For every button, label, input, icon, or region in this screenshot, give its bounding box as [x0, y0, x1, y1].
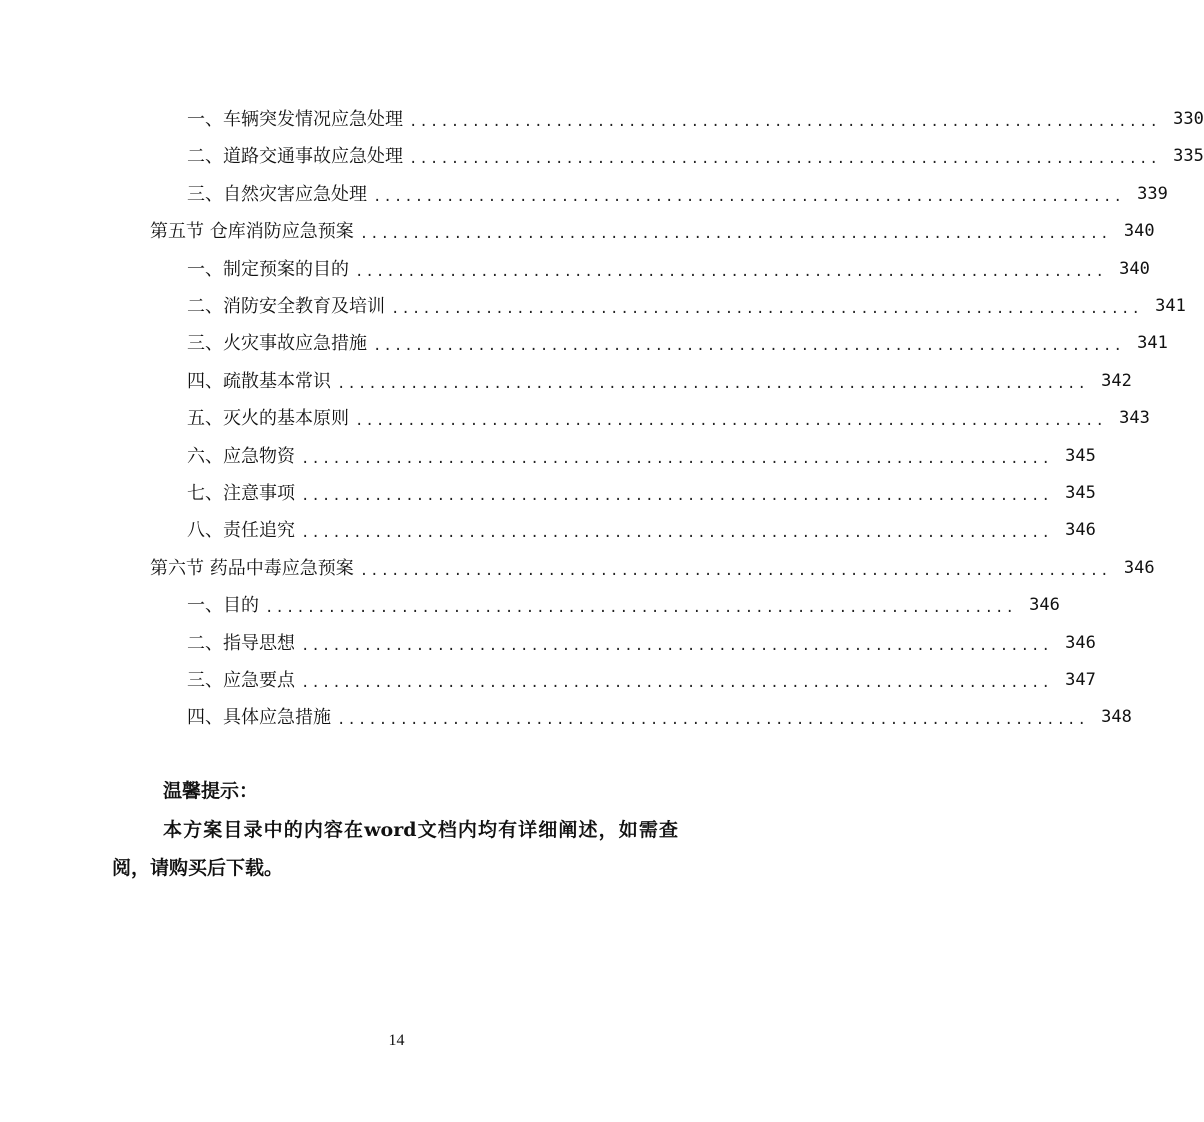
toc-leader-dots: ........................................................................ [391, 301, 1142, 317]
toc-entry-title: 一、制定预案的目的 [187, 258, 349, 280]
toc-entry-title: 三、应急要点 [187, 670, 295, 691]
toc-entry-title: 一、目的 [187, 595, 259, 617]
toc-leader-dots: ........................................................................ [355, 413, 1106, 430]
toc-entry-title: 四、疏散基本常识 [187, 370, 331, 392]
toc-entry-page: 330 [1173, 109, 1204, 129]
toc-entry-title: 七、注意事项 [187, 483, 295, 504]
toc-leader-dots: ........................................................................ [337, 712, 1088, 729]
toc-entry[interactable] [150, 550, 1155, 587]
toc-entry[interactable] [187, 101, 1204, 138]
toc-entry-page: 335 [1173, 146, 1204, 167]
toc-leader-dots: ........................................................................ [301, 637, 1052, 654]
toc-entry-title: 第五节 仓库消防应急预案 [150, 221, 354, 243]
toc-entry-title: 五、灭火的基本原则 [187, 408, 349, 430]
toc-leader-dots: ........................................................................ [409, 151, 1160, 168]
toc-entry-title: 二、指导思想 [187, 632, 295, 654]
toc-entry[interactable] [187, 699, 1132, 736]
toc-entry[interactable] [187, 176, 1168, 213]
toc-leader-dots: ........................................................................ [301, 488, 1052, 504]
toc-entry[interactable] [187, 400, 1150, 437]
toc-entry[interactable] [187, 138, 1204, 175]
toc-entry-page: 343 [1119, 408, 1150, 429]
toc-entry-page: 346 [1029, 595, 1060, 616]
tip-body: 本方案目录中的内容在word文档内均有详细阐述，如需查阅，请购买后下载。 [112, 819, 678, 879]
toc-leader-dots: ........................................................................ [359, 562, 1111, 579]
toc-leader-dots: ........................................................................ [337, 375, 1088, 392]
toc-leader-dots: ........................................................................ [373, 188, 1124, 205]
toc-entry-title: 二、道路交通事故应急处理 [187, 146, 403, 168]
toc-leader-dots: ........................................................................ [301, 525, 1052, 542]
toc-entry-page: 346 [1065, 632, 1096, 653]
toc-entry-page: 345 [1065, 483, 1096, 503]
toc-leader-dots: ........................................................................ [373, 338, 1124, 355]
toc-entry[interactable] [187, 288, 1186, 325]
toc-entry-title: 四、具体应急措施 [187, 707, 331, 729]
toc-entry-page: 342 [1101, 370, 1132, 391]
tip-heading: 温馨提示： [163, 780, 259, 802]
toc-entry-page: 346 [1065, 520, 1096, 541]
toc-leader-dots: ........................................................................ [301, 450, 1052, 467]
toc-entry-title: 六、应急物资 [187, 445, 295, 467]
toc-entry-title: 三、自然灾害应急处理 [187, 183, 367, 205]
toc-entry[interactable] [187, 662, 1096, 699]
toc-entry-title: 第六节 药品中毒应急预案 [150, 557, 354, 579]
toc-entry-page: 340 [1119, 258, 1150, 279]
toc-entry-page: 341 [1155, 296, 1186, 316]
toc-entry-page: 339 [1137, 183, 1168, 204]
toc-entry[interactable] [150, 213, 1155, 250]
toc-entry-page: 341 [1137, 333, 1168, 354]
toc-entry-page: 348 [1101, 707, 1132, 728]
toc-leader-dots: ........................................................................ [359, 226, 1111, 243]
toc-entry[interactable] [187, 625, 1096, 662]
toc-entry-title: 三、火灾事故应急措施 [187, 333, 367, 355]
toc-entry-page: 340 [1123, 221, 1155, 242]
toc-entry[interactable] [187, 363, 1132, 400]
toc-entry[interactable] [187, 512, 1096, 549]
toc-entry[interactable] [187, 251, 1150, 288]
toc-leader-dots: ........................................................................ [301, 675, 1052, 691]
toc-leader-dots: ........................................................................ [409, 114, 1160, 130]
toc-entry-page: 346 [1123, 557, 1155, 578]
toc-entry-title: 一、车辆突发情况应急处理 [187, 109, 403, 130]
toc-entry-title: 八、责任追究 [187, 520, 295, 542]
page-number: 14 [388, 1032, 405, 1049]
toc-entry[interactable] [187, 587, 1060, 624]
toc-entry[interactable] [187, 475, 1096, 512]
toc-entry[interactable] [187, 325, 1168, 362]
toc-entry-page: 347 [1065, 670, 1096, 690]
toc-leader-dots: ........................................................................ [265, 600, 1016, 617]
toc-entry-page: 345 [1065, 445, 1096, 466]
toc-leader-dots: ........................................................................ [355, 263, 1106, 280]
toc-entry[interactable] [187, 438, 1096, 475]
toc-entry-title: 二、消防安全教育及培训 [187, 296, 385, 317]
